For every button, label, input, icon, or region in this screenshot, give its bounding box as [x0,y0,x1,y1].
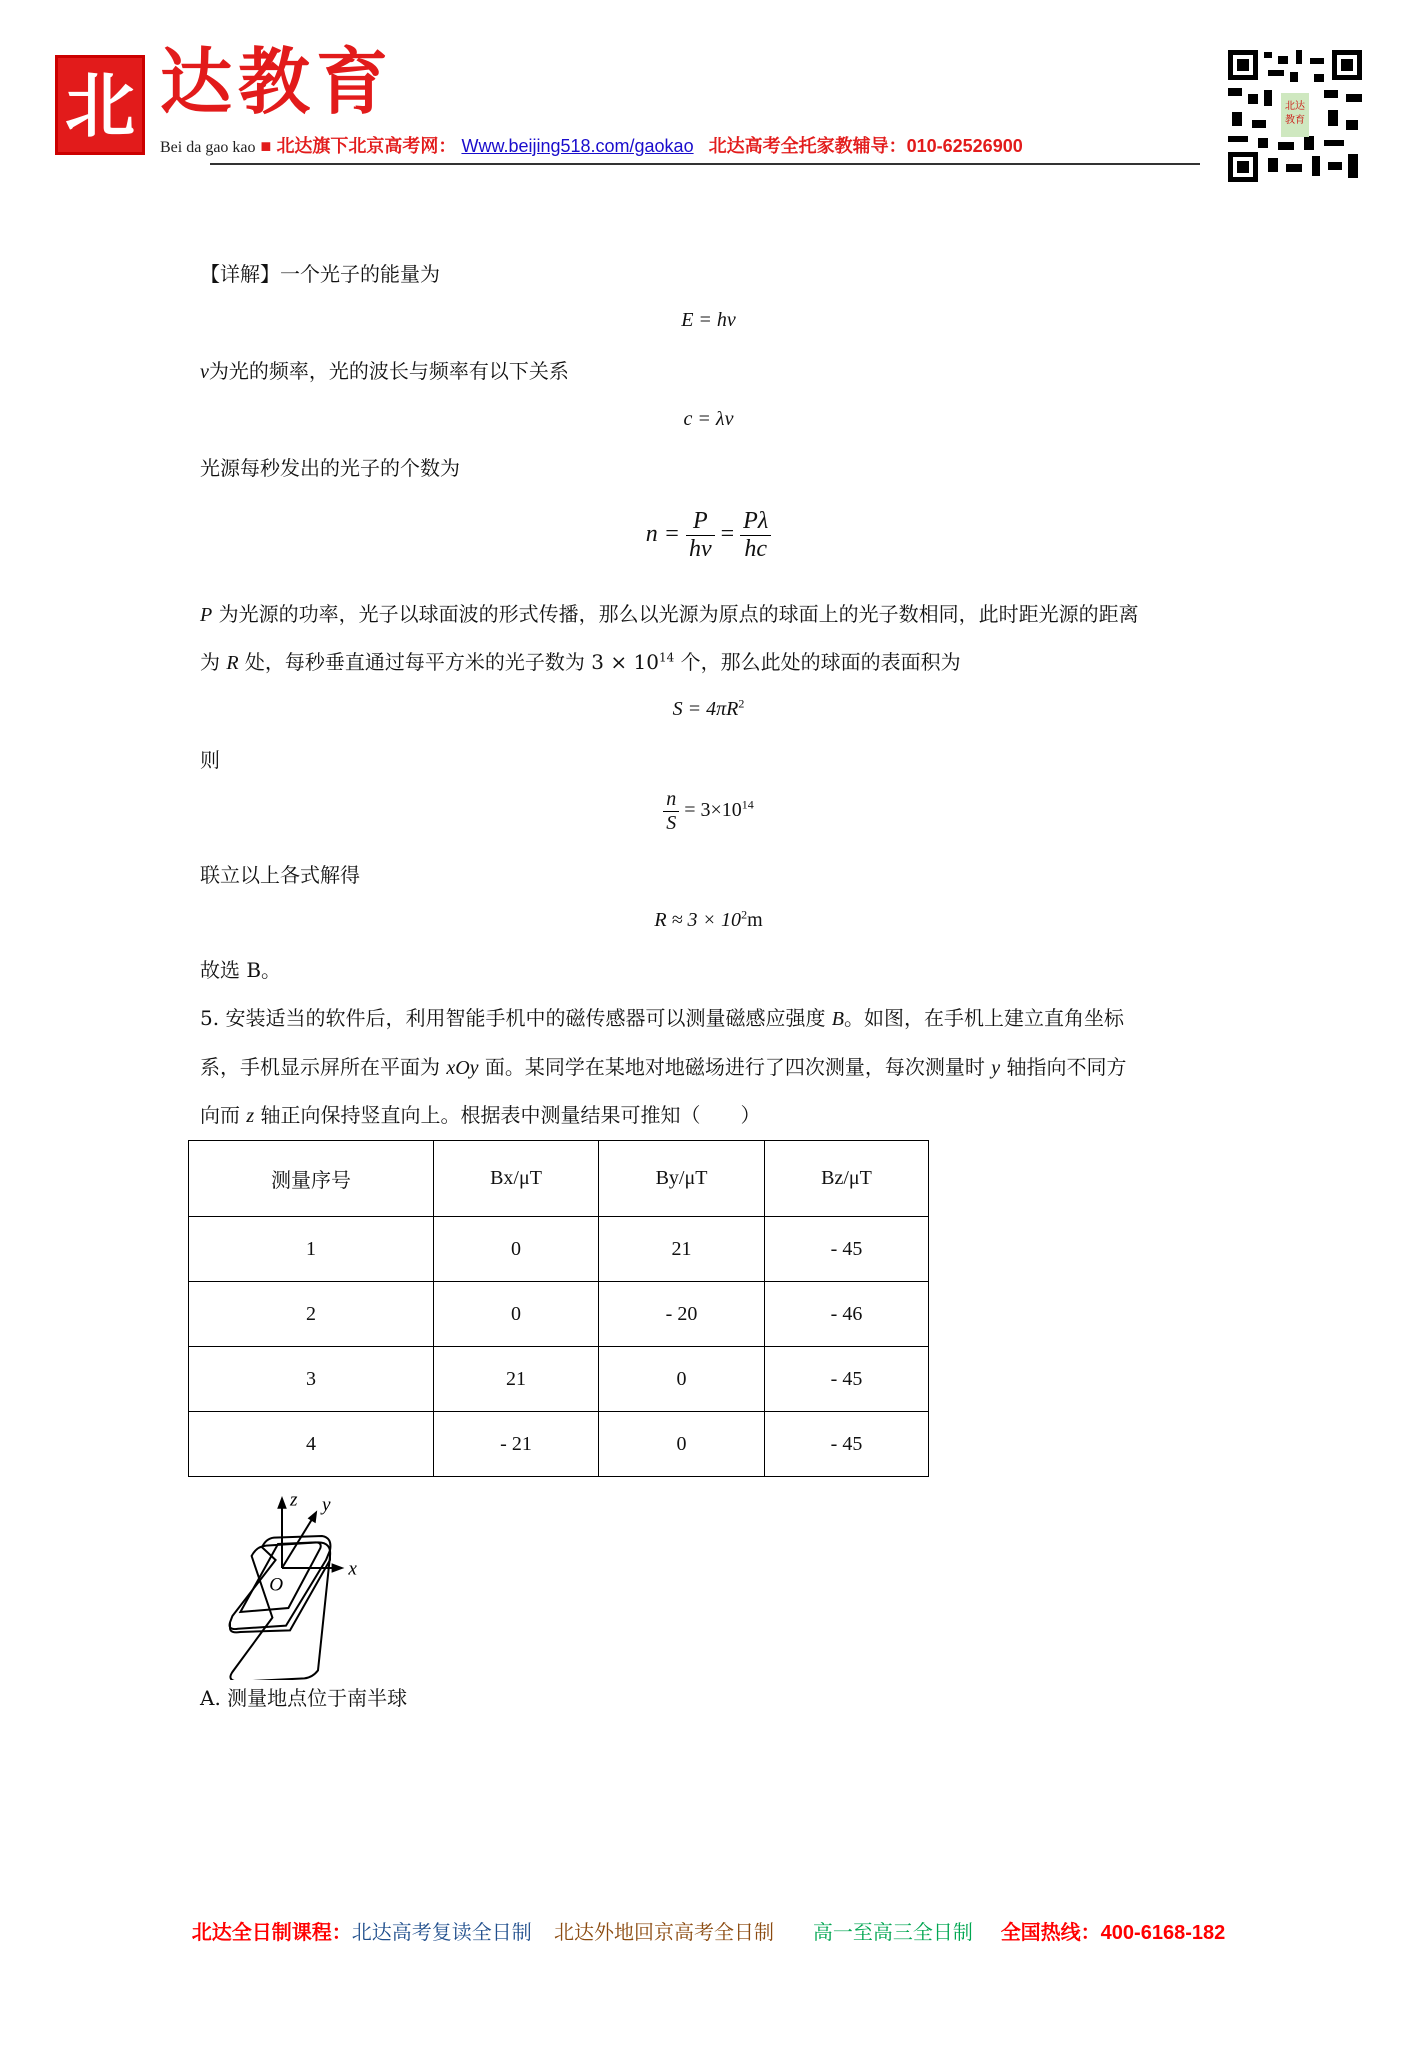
header-divider [210,163,1200,165]
equation-photon-count: n = $\frac{P}{h\nu}$ = $\frac{P\lambda}{hc}$ [0,508,1417,563]
text-line: 【详解】一个光子的能量为 [200,262,440,286]
header-cell: Bx/μT [434,1141,599,1217]
table-cell: 21 [434,1347,599,1412]
text-line: P 为光源的功率，光子以球面波的形式传播，那么以光源为原点的球面上的光子数相同，此时距光源的距离 [200,602,1139,626]
table-cell: 21 [599,1217,765,1282]
axis-label-y: y [322,1494,331,1516]
footer-label: 北达全日制课程： [191,1922,352,1944]
text-line: 为 R 处，每秒垂直通过每平方米的光子数为 $3 \times 10^{14}$ 个，那么此处的球面的表面积为 [200,650,961,674]
table-cell: - 45 [765,1347,929,1412]
logo-mark: 北 [55,55,145,155]
option-a[interactable]: A. 测量地点位于南半球 [200,1686,408,1710]
footer [0,1916,1417,1945]
table-cell: - 20 [599,1282,765,1347]
fraction: $\frac{P\lambda}{hc}$ [740,508,771,563]
footer-course: 北达外地回京高考全日制 [553,1922,774,1944]
table-cell: - 46 [765,1282,929,1347]
origin-label: O [269,1574,284,1596]
table-cell: 0 [434,1282,599,1347]
table-cell: 1 [189,1217,434,1282]
measurement-table [188,1140,929,1477]
table-cell: 0 [599,1347,765,1412]
bullet-icon: ■ [260,136,272,156]
table-cell: 3 [189,1347,434,1412]
answer-line: 故选 B。 [200,958,282,982]
tutor-contact: 北达高考全托家教辅导：010-62526900 [708,136,1023,156]
table-cell: - 45 [765,1412,929,1477]
logo-text: 达教育 [160,39,395,124]
axis-label-x: x [348,1558,357,1580]
question-text: 系，手机显示屏所在平面为 xOy 面。某同学在某地对地磁场进行了四次测量，每次测量时 y 轴指向不同方 [200,1055,1127,1079]
table-cell: 4 [189,1412,434,1477]
footer-course: 高一至高三全日制 [812,1922,973,1944]
table-row [189,1412,929,1477]
equation-result: $R \approx 3 \times 10^2m$ [654,907,763,931]
table-cell: 2 [189,1282,434,1347]
text-line: 联立以上各式解得 [200,863,360,887]
header-cell: By/μT [599,1141,765,1217]
table-cell: 0 [434,1217,599,1282]
fraction: $\frac{n}{S}$ [663,788,679,835]
footer-hotline: 全国热线：400-6168-182 [1000,1922,1226,1944]
site-link[interactable]: Www.beijing518.com/gaokao [461,136,694,156]
phone-axes-figure [180,1480,480,1680]
table-cell: - 21 [434,1412,599,1477]
text-line: 光源每秒发出的光子的个数为 [200,456,460,480]
table-row [189,1347,929,1412]
qr-logo: 北达教育 [1281,93,1309,137]
header-cell: Bz/μT [765,1141,929,1217]
equation-density: $\frac{n}{S}$ = $3\times 10^{14}$ [0,788,1417,835]
table-cell: - 45 [765,1217,929,1282]
axis-label-z: z [290,1489,298,1511]
table-row [189,1282,929,1347]
table-cell: 0 [599,1412,765,1477]
table-row [189,1217,929,1282]
table-header-row [189,1141,929,1217]
equation-area: $S = 4\pi R^2$ [672,696,745,720]
header-cell: 测量序号 [189,1141,434,1217]
text-line: 则 [200,748,220,772]
text-line: ν为光的频率，光的波长与频率有以下关系 [200,359,569,383]
fraction: $\frac{P}{h\nu}$ [686,508,715,563]
equation-wave: c = λν [683,408,734,430]
question-text: 5. 安装适当的软件后，利用智能手机中的磁传感器可以测量磁感应强度 B。如图，在手机上建立直角坐标 [200,1006,1125,1030]
footer-course: 北达高考复读全日制 [351,1922,532,1944]
logo-subtitle: Bei da gao kao [160,139,256,156]
site-label: 北达旗下北京高考网： [276,136,457,156]
equation-energy: E = hν [681,309,736,331]
header-bar [160,135,1023,159]
question-text: 向而 z 轴正向保持竖直向上。根据表中测量结果可推知（ ） [200,1103,761,1127]
